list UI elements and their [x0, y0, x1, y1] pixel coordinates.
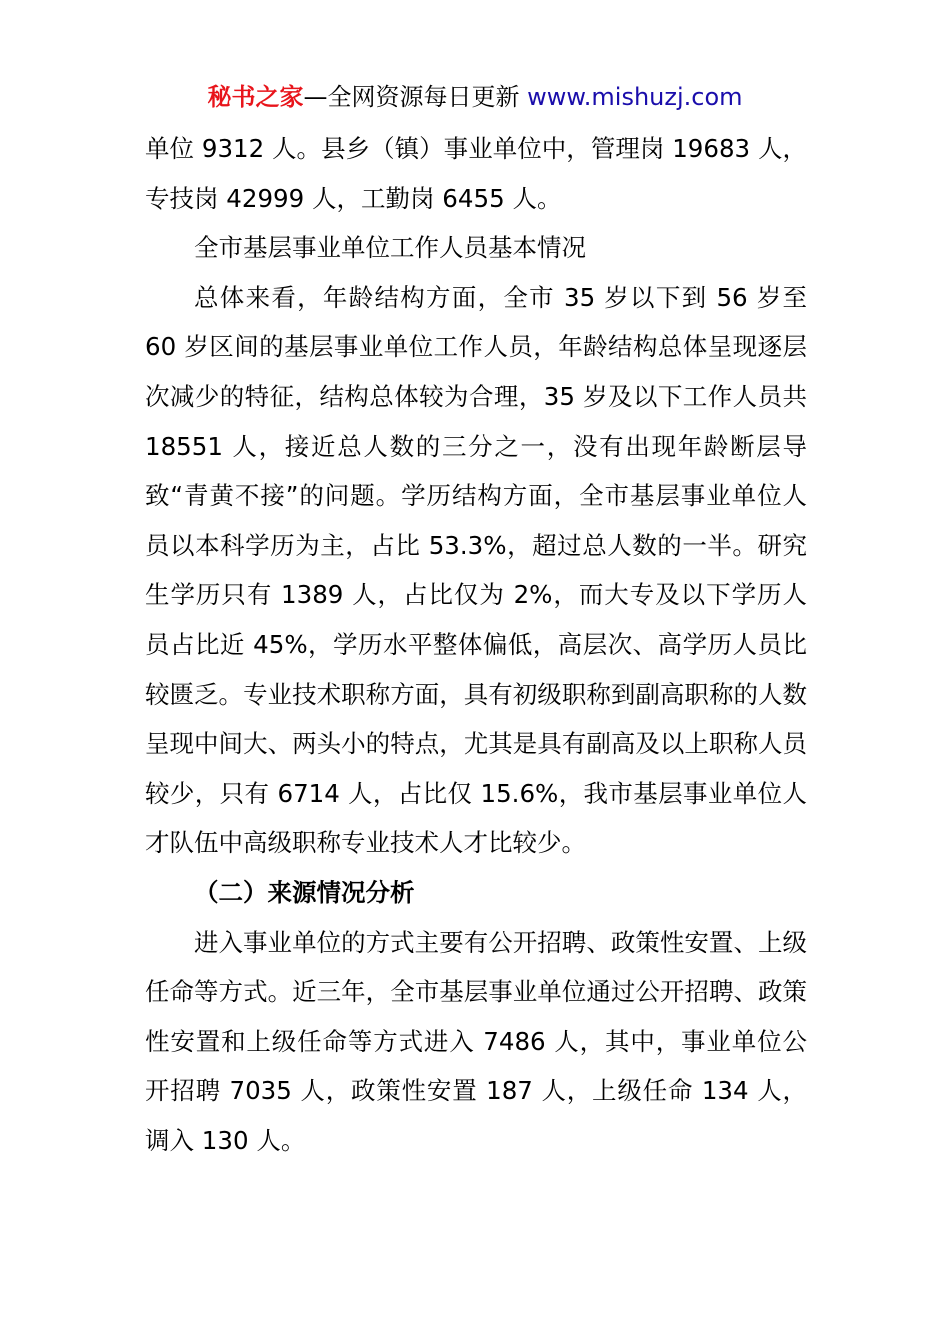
header-url-link[interactable]: www.mishuzj.com — [527, 83, 743, 111]
section-heading: （二）来源情况分析 — [194, 877, 415, 907]
brand-name: 秘书之家 — [207, 83, 304, 111]
document-body — [145, 124, 807, 1165]
paragraph-overview: 总体来看，年龄结构方面，全市 35 岁以下到 56 岁至 60 岁区间的基层事业单位工作人员，年龄结构总体呈现逐层次减少的特征，结构总体较为合理，35 岁及以下工作人员共 18551 人，接近总人数的三分之一，没有出现年龄断层导致“青黄不接”的问题。学历结构方面，全市基层事业单位人员以本科学历为主，占比 53.3%，超过总人数的一半。研究生学历只有 1389 人，占比仅为 2%，而大专及以下学历人员占比近 45%，学历水平整体偏低，高层次、高学历人员比较匮乏。专业技术职称方面，具有初级职称到副高职称的人数呈现中间大、两头小的特点，尤其是具有副高及以上职称人员较少，只有 6714 人，占比仅 15.6%，我市基层事业单位人才队伍中高级职称专业技术人才比较少。 — [145, 282, 807, 858]
paragraph-continued: 单位 9312 人。县乡（镇）事业单位中，管理岗 19683 人，专技岗 42999 人，工勤岗 6455 人。 — [145, 134, 807, 213]
header-tagline: —全网资源每日更新 — [303, 83, 520, 111]
paragraph-source-analysis: 进入事业单位的方式主要有公开招聘、政策性安置、上级任命等方式。近三年，全市基层事业单位通过公开招聘、政策性安置和上级任命等方式进入 7486 人，其中，事业单位公开招聘 7035 人，政策性安置 187 人，上级任命 134 人，调入 130 人。 — [145, 927, 807, 1155]
paragraph-subheading: 全市基层事业单位工作人员基本情况 — [194, 233, 586, 263]
page-header — [0, 82, 950, 112]
